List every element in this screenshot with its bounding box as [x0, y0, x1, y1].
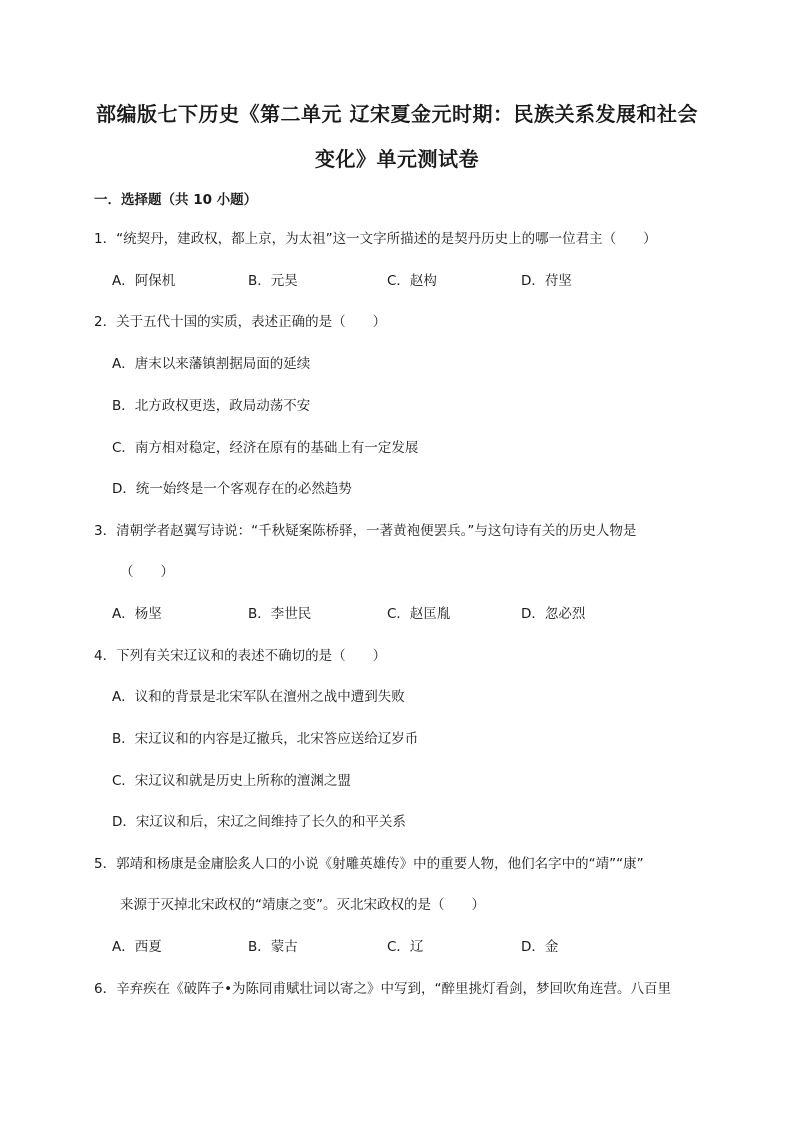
question-1-option-d: D．苻坚 [521, 273, 572, 289]
question-1-option-b: B．元昊 [248, 273, 298, 289]
question-1-option-c: C．赵构 [387, 273, 437, 289]
section-heading: 一．选择题（共 10 小题） [94, 192, 258, 208]
question-2-option-a: A．唐末以来藩镇割据局面的延续 [112, 356, 311, 372]
question-5-stem-continued: 来源于灭掉北宋政权的“靖康之变”。灭北宋政权的是（ ） [120, 897, 485, 913]
question-3-option-d: D．忽必烈 [521, 606, 586, 622]
question-5-option-b: B．蒙古 [248, 939, 298, 955]
question-5-stem: 5．郭靖和杨康是金庸脍炙人口的小说《射雕英雄传》中的重要人物，他们名字中的“靖”“康” [94, 856, 644, 872]
question-2-option-d: D．统一始终是一个客观存在的必然趋势 [112, 481, 352, 497]
question-4-option-b: B．宋辽议和的内容是辽撤兵，北宋答应送给辽岁币 [112, 731, 419, 747]
question-4-option-a: A．议和的背景是北宋军队在澶州之战中遭到失败 [112, 689, 405, 705]
question-6-stem: 6．辛弃疾在《破阵子•为陈同甫赋壮词以寄之》中写到，“醉里挑灯看剑，梦回吹角连营。八百里 [94, 981, 672, 997]
question-4-option-c: C．宋辽议和就是历史上所称的澶渊之盟 [112, 773, 351, 789]
question-1-option-a: A．阿保机 [112, 273, 176, 289]
question-1-stem: 1．“统契丹，建政权，都上京，为太祖”这一文字所描述的是契丹历史上的哪一位君主（ ） [94, 231, 657, 247]
question-5-option-a: A．西夏 [112, 939, 162, 955]
document-title-line-1: 部编版七下历史《第二单元 辽宋夏金元时期：民族关系发展和社会 [96, 102, 698, 126]
question-4-stem: 4．下列有关宋辽议和的表述不确切的是（ ） [94, 648, 387, 664]
question-2-option-c: C．南方相对稳定，经济在原有的基础上有一定发展 [112, 440, 419, 456]
question-3-stem-continued: （ ） [120, 564, 174, 580]
question-3-option-b: B．李世民 [248, 606, 312, 622]
question-5-option-d: D．金 [521, 939, 559, 955]
question-3-option-c: C．赵匡胤 [387, 606, 451, 622]
document-title-line-2: 变化》单元测试卷 [315, 147, 479, 171]
question-4-option-d: D．宋辽议和后，宋辽之间维持了长久的和平关系 [112, 814, 406, 830]
question-2-option-b: B．北方政权更迭，政局动荡不安 [112, 398, 311, 414]
question-3-stem: 3．清朝学者赵翼写诗说：“千秋疑案陈桥驿，一著黄袍便罢兵。”与这句诗有关的历史人物是 [94, 523, 637, 539]
question-2-stem: 2．关于五代十国的实质，表述正确的是（ ） [94, 314, 387, 330]
question-5-option-c: C．辽 [387, 939, 424, 955]
question-3-option-a: A．杨坚 [112, 606, 162, 622]
